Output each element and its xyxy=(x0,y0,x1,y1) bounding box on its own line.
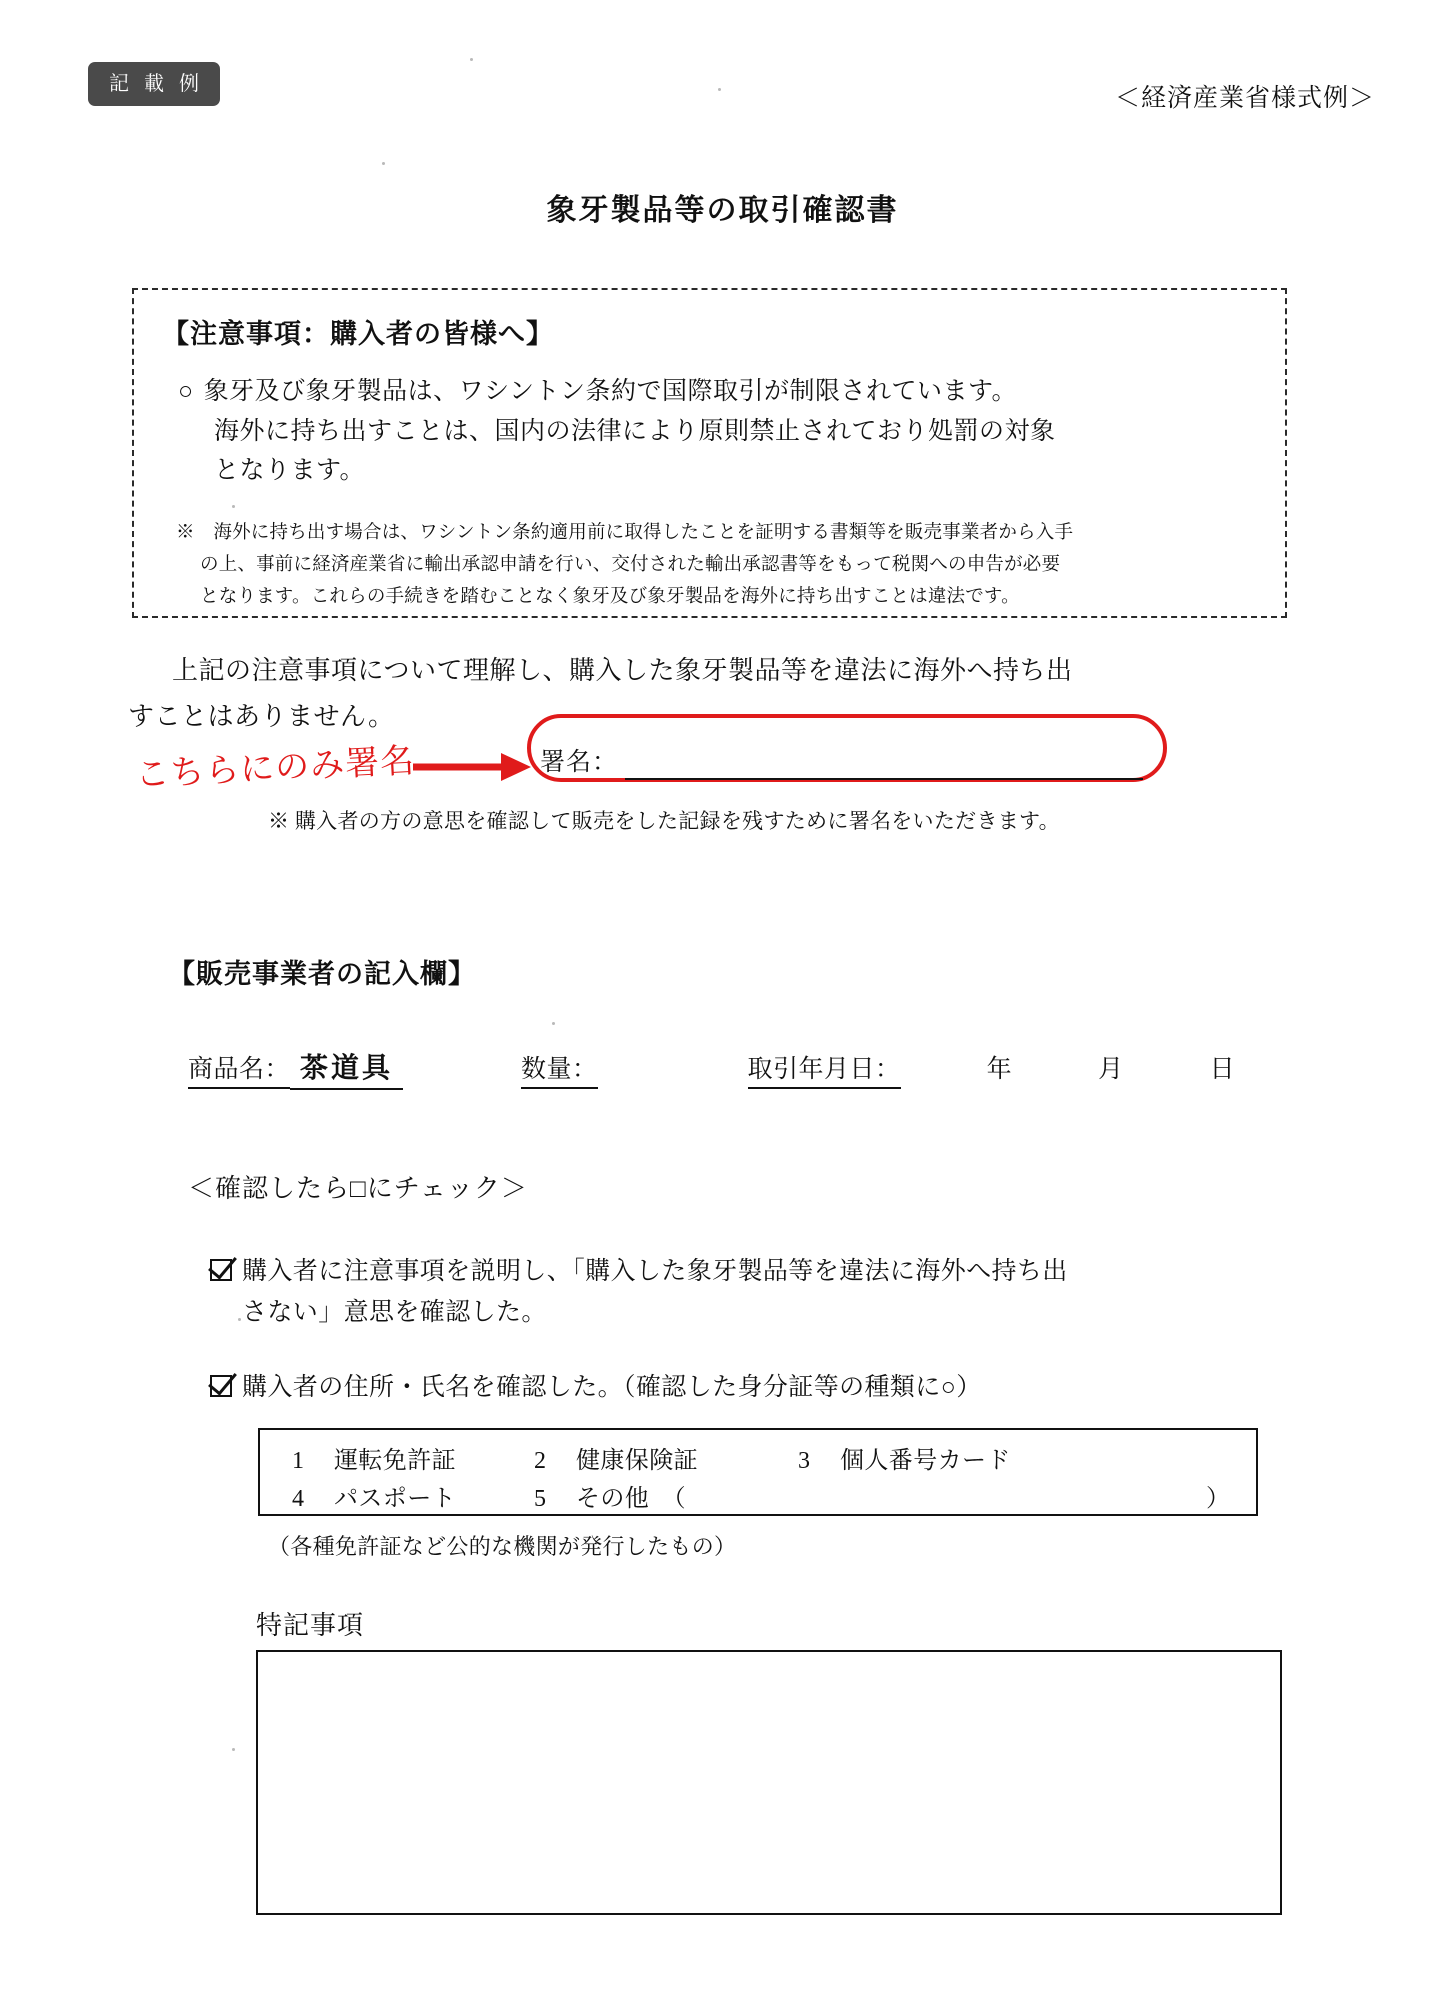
bullet-circle-icon: ○ xyxy=(178,378,194,405)
confirmation-line2: すことはありません。 xyxy=(128,701,395,731)
product-row xyxy=(188,1046,1308,1090)
scan-speck xyxy=(552,1022,555,1025)
sample-stamp: 記 載 例 xyxy=(88,62,220,106)
id-options-row-1 xyxy=(292,1440,1011,1475)
id-options-note: （各種免許証など公的な機関が発行したもの） xyxy=(268,1534,737,1559)
id-option-4-label[interactable]: パスポート xyxy=(334,1486,456,1512)
id-option-5-paren-close: ） xyxy=(1206,1486,1230,1512)
checklist-item-2[interactable] xyxy=(210,1368,1310,1409)
id-option-3-number: 3 xyxy=(798,1448,811,1474)
ministry-form-label: ＜経済産業省様式例＞ xyxy=(1114,85,1375,112)
checklist-item-1-line1: 購入者に注意事項を説明し、「購入した象牙製品等を違法に海外へ持ち出 xyxy=(242,1258,1068,1285)
day-label: 日 xyxy=(1209,1056,1236,1083)
signature-note: ※ 購入者の方の意思を確認して販売をした記録を残すために署名をいただきます。 xyxy=(268,809,1060,833)
notice-body-line3: となります。 xyxy=(214,457,366,484)
id-option-2-number: 2 xyxy=(534,1448,547,1474)
id-option-5-number: 5 xyxy=(534,1486,547,1512)
remarks-label: 特記事項 xyxy=(256,1611,365,1640)
signature-highlight-box xyxy=(527,714,1167,782)
signature-label: 署名： xyxy=(540,749,619,776)
page-title: 象牙製品等の取引確認書 xyxy=(546,194,899,227)
notice-footnote-line3: となります。これらの手続きを踏むことなく象牙及び象牙製品を海外に持ち出すことは違法です。 xyxy=(200,586,1020,607)
scan-speck xyxy=(232,1748,235,1751)
quantity-label: 数量： xyxy=(521,1049,598,1089)
scan-speck xyxy=(470,58,473,61)
notice-body-line1: 象牙及び象牙製品は、ワシントン条約で国際取引が制限されています。 xyxy=(203,378,1017,405)
checklist-item-1-line2: さない」意思を確認した。 xyxy=(242,1298,547,1326)
confirmation-line1: 上記の注意事項について理解し、購入した象牙製品等を違法に海外へ持ち出 xyxy=(172,656,1073,685)
id-option-3-label[interactable]: 個人番号カード xyxy=(840,1448,1011,1474)
scan-speck xyxy=(382,162,385,165)
red-arrow-icon xyxy=(413,752,533,782)
notice-footnote-line2: の上、事前に経済産業省に輸出承認申請を行い、交付された輸出承認書等をもって税関への申告が必要 xyxy=(200,554,1061,575)
remarks-input[interactable] xyxy=(256,1650,1282,1915)
seller-section-heading: 【販売事業者の記入欄】 xyxy=(168,959,476,989)
notice-box xyxy=(132,288,1287,618)
id-options-box xyxy=(258,1428,1258,1516)
product-name-value[interactable]: 茶道具 xyxy=(290,1046,403,1090)
id-options-row-2 xyxy=(292,1478,686,1513)
transaction-date-label: 取引年月日： xyxy=(748,1049,901,1089)
id-option-1-number: 1 xyxy=(292,1448,305,1474)
year-label: 年 xyxy=(986,1056,1013,1083)
notice-footnote-line1: ※ 海外に持ち出す場合は、ワシントン条約適用前に取得したことを証明する書類等を販売事業者から入手 xyxy=(176,523,1074,543)
id-option-4-number: 4 xyxy=(292,1486,305,1512)
id-option-5-label[interactable]: その他 （ xyxy=(576,1486,686,1512)
checklist-item-1[interactable] xyxy=(210,1252,1310,1333)
id-option-2-label[interactable]: 健康保険証 xyxy=(576,1448,698,1474)
checkbox-checked-icon[interactable] xyxy=(210,1375,232,1397)
checklist-item-2-label: 購入者の住所・氏名を確認した。（確認した身分証等の種類に○） xyxy=(242,1374,982,1401)
checkbox-checked-icon[interactable] xyxy=(210,1259,232,1281)
signature-input[interactable] xyxy=(625,778,1143,780)
scan-speck xyxy=(232,505,235,508)
scan-speck xyxy=(238,1318,241,1321)
scan-speck xyxy=(718,88,721,91)
notice-heading: 【注意事項：購入者の皆様へ】 xyxy=(162,319,554,349)
notice-body xyxy=(178,372,1268,491)
product-name-label: 商品名： xyxy=(188,1049,290,1089)
notice-footnote xyxy=(176,518,1266,613)
checklist-heading: ＜確認したら□にチェック＞ xyxy=(188,1174,528,1203)
notice-body-line2: 海外に持ち出すことは、国内の法律により原則禁止されており処罰の対象 xyxy=(214,417,1056,445)
red-annotation-text: こちらにのみ署名 xyxy=(134,740,417,796)
id-option-1-label[interactable]: 運転免許証 xyxy=(334,1448,456,1474)
month-label: 月 xyxy=(1098,1056,1124,1083)
